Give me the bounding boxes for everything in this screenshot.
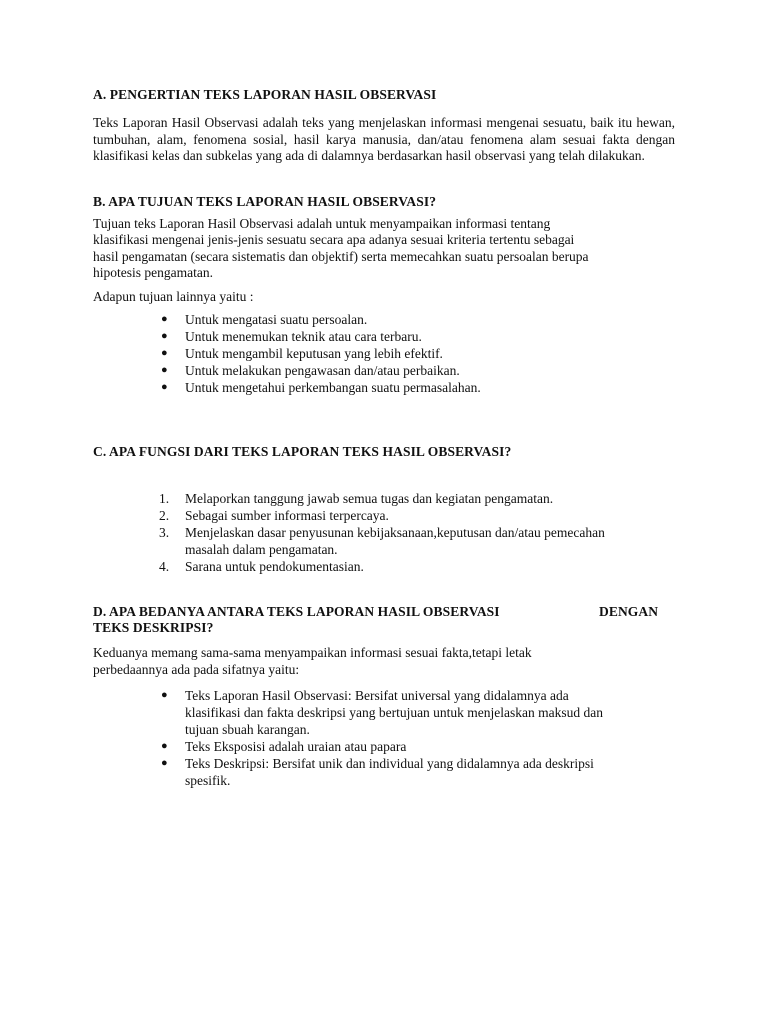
paragraph-line: hipotesis pengamatan. [93,265,213,280]
paragraph-line: klasifikasi mengenai jenis-jenis sesuatu secara apa adanya sesuai kriteria tertentu sebagai [93,232,575,247]
list-item: 2. Sebagai sumber informasi terpercaya. [159,508,389,523]
list-item: ● Untuk melakukan pengawasan dan/atau perbaikan. [161,363,460,378]
bullet-icon: ● [161,347,168,359]
bullet-icon: ● [161,757,168,769]
list-item: 4. Sarana untuk pendokumentasian. [159,559,364,574]
bullet-icon: ● [161,381,168,393]
bullet-icon: ● [161,330,168,342]
list-item: 1. Melaporkan tanggung jawab semua tugas dan kegiatan pengamatan. [159,491,554,506]
heading-line-2: TEKS DESKRIPSI? [93,620,214,635]
paragraph-line: Keduanya memang sama-sama menyampaikan informasi sesuai fakta,tetapi letak [93,645,532,660]
list-item: ● Untuk mengambil keputusan yang lebih efektif. [161,346,443,361]
paragraph-line: hasil pengamatan (secara sistematis dan objektif) serta memecahkan suatu persoalan berupa [93,248,589,264]
section-b-intro: Adapun tujuan lainnya yaitu : [93,288,254,304]
list-item: ● Teks Eksposisi adalah uraian atau papara [161,739,407,754]
bullet-icon: ● [161,689,168,701]
section-a-heading: A. PENGERTIAN TEKS LAPORAN HASIL OBSERVASI [93,87,437,102]
list-item: 3. Menjelaskan dasar penyusunan kebijaksanaan,keputusan dan/atau pemecahan masalah dalam pengamatan. [159,525,605,557]
document-page [93,87,675,789]
item-number: 4. [159,559,170,574]
item-number: 1. [159,491,170,506]
section-a-paragraph: Teks Laporan Hasil Observasi adalah teks yang menjelaskan informasi mengenai sesuatu, baik itu hewan, tumbuhan, alam, fenomena sosial, hasil karya manusia, dan/atau fenomena alam sesuai fakta dengan klasifikasi kelas dan subkelas yang ada di dalamnya berdasarkan hasil observasi yang telah dilakukan. [93,115,675,163]
paragraph-line: Tujuan teks Laporan Hasil Observasi adalah untuk menyampaikan informasi tentang [93,215,551,231]
list-item: ● Untuk menemukan teknik atau cara terbaru. [161,329,422,344]
list-item: ● Untuk mengetahui perkembangan suatu permasalahan. [161,380,481,395]
list-item: ● Teks Deskripsi: Bersifat unik dan individual yang didalamnya ada deskripsi spesifik. [161,756,594,788]
section-d-paragraph [93,645,675,678]
bullet-icon: ● [161,313,168,325]
section-b-bullet-list [93,311,675,396]
paragraph-line: perbedaannya ada pada sifatnya yaitu: [93,661,300,677]
heading-part: DENGAN [599,604,659,619]
section-c-heading: C. APA FUNGSI DARI TEKS LAPORAN TEKS HASIL OBSERVASI? [93,444,512,459]
bullet-icon: ● [161,740,168,752]
section-b-heading: B. APA TUJUAN TEKS LAPORAN HASIL OBSERVASI? [93,193,437,209]
section-c-numbered-list [93,490,675,575]
section-d-heading [93,604,675,636]
section-b-paragraph [93,216,675,282]
list-item: ● Teks Laporan Hasil Observasi: Bersifat universal yang didalamnya ada klasifikasi dan fakta deskripsi yang bertujuan untuk menjelaskan maksud dan tujuan sbuah karangan. [161,688,604,737]
item-number: 3. [159,525,170,540]
list-item: ● Untuk mengatasi suatu persoalan. [161,312,368,327]
section-d-bullet-list [93,687,675,789]
heading-part: D. APA BEDANYA ANTARA TEKS LAPORAN HASIL OBSERVASI [93,604,500,619]
bullet-icon: ● [161,364,168,376]
item-number: 2. [159,508,170,523]
